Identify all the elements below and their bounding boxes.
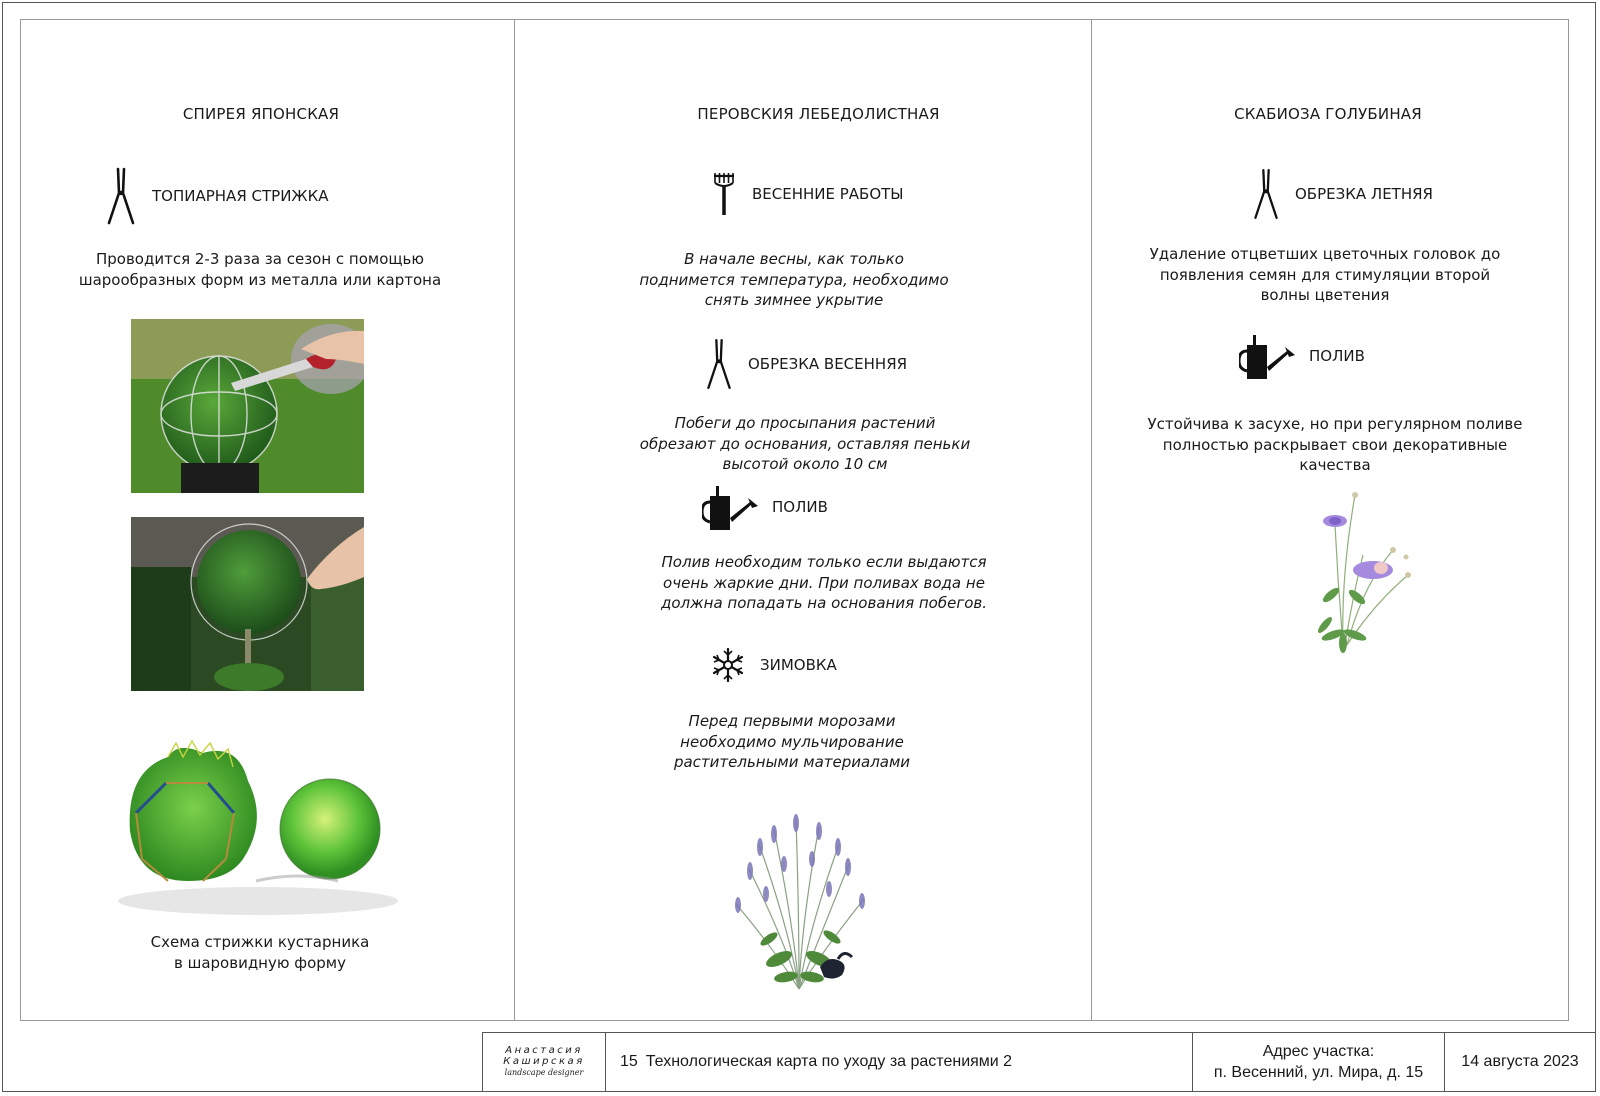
sheet-name: Технологическая карта по уходу за растениями 2 <box>645 1053 1013 1070</box>
section-heading-label: ОБРЕЗКА ЛЕТНЯЯ <box>1295 185 1433 203</box>
section-text: В начале весны, как только поднимется температура, необходимо снять зимнее укрытие <box>639 250 949 309</box>
section-heading <box>702 484 828 530</box>
topiary-ball-photo <box>131 319 364 493</box>
image-caption <box>60 932 460 973</box>
topiary-scheme-image <box>108 731 408 919</box>
section-text: Проводится 2-3 раза за сезон с помощью шарообразных форм из металла или картона <box>78 250 442 289</box>
section-heading-label: ПОЛИВ <box>772 498 828 516</box>
shears-icon <box>704 337 734 391</box>
shears-icon <box>1251 167 1281 221</box>
section-text: Побеги до просыпания растений обрезают до основания, оставляя пеньки высотой около 10 см <box>639 414 971 473</box>
standard-topiary-photo <box>131 517 364 691</box>
section-heading-label: ЗИМОВКА <box>760 656 837 674</box>
logo-first-name: Анастасия <box>505 1045 583 1056</box>
section-heading-label: ТОПИАРНАЯ СТРИЖКА <box>152 187 329 205</box>
designer-logo <box>483 1033 606 1091</box>
caption-text: Схема стрижки кустарника в шаровидную форму <box>150 933 370 972</box>
sheet-title <box>606 1033 1193 1091</box>
logo-subtitle: landscape designer <box>504 1068 584 1077</box>
sheet-number: 15 <box>620 1053 638 1070</box>
address-value: п. Весенний, ул. Мира, д. 15 <box>1213 1064 1424 1081</box>
plant-title: СПИРЕЯ ЯПОНСКАЯ <box>182 105 340 123</box>
section-heading <box>1239 333 1365 379</box>
column-scabiosa <box>1091 19 1569 1021</box>
section-heading <box>1251 167 1433 221</box>
address-label: Адрес участка: <box>1262 1043 1375 1060</box>
section-heading-label: ВЕСЕННИЕ РАБОТЫ <box>752 185 904 203</box>
scabiosa-image <box>1283 485 1423 655</box>
column-spiraea <box>20 19 514 1021</box>
scabiosa-illustration <box>1283 485 1423 655</box>
logo-last-name: Каширская <box>503 1056 585 1067</box>
section-text: Полив необходим только если выдаются очень жаркие дни. При поливах вода не должна попадать на основания побегов. <box>661 553 987 612</box>
section-heading <box>710 171 904 217</box>
topiary-ball-image <box>131 319 364 493</box>
topiary-scheme-sketch <box>108 731 408 919</box>
shears-icon <box>104 167 138 225</box>
rake-icon <box>710 171 738 217</box>
perovskia-image <box>724 809 874 999</box>
plant-title: ПЕРОВСКИЯ ЛЕБЕДОЛИСТНАЯ <box>697 105 940 123</box>
watering-can-icon <box>1239 333 1295 379</box>
section-text: Перед первыми морозами необходимо мульчирование растительными материалами <box>673 712 911 771</box>
section-heading <box>710 647 837 683</box>
section-text: Устойчива к засухе, но при регулярном поливе полностью раскрывает свои декоративные качества <box>1147 415 1523 474</box>
section-heading-label: ПОЛИВ <box>1309 347 1365 365</box>
watering-can-icon <box>702 484 758 530</box>
title-block <box>482 1032 1596 1092</box>
date-value: 14 августа 2023 <box>1461 1053 1579 1070</box>
snowflake-icon <box>710 647 746 683</box>
standard-topiary-image <box>131 517 364 691</box>
section-heading-label: ОБРЕЗКА ВЕСЕННЯЯ <box>748 355 908 373</box>
plant-title: СКАБИОЗА ГОЛУБИНАЯ <box>1234 105 1422 123</box>
perovskia-illustration <box>724 809 874 999</box>
section-heading <box>104 167 328 225</box>
sheet-date <box>1445 1033 1595 1091</box>
section-text: Удаление отцветших цветочных головок до появления семян для стимуляции второй волны цветения <box>1149 245 1501 304</box>
column-perovskia <box>514 19 1091 1021</box>
section-heading <box>704 337 907 391</box>
site-address <box>1193 1033 1445 1091</box>
